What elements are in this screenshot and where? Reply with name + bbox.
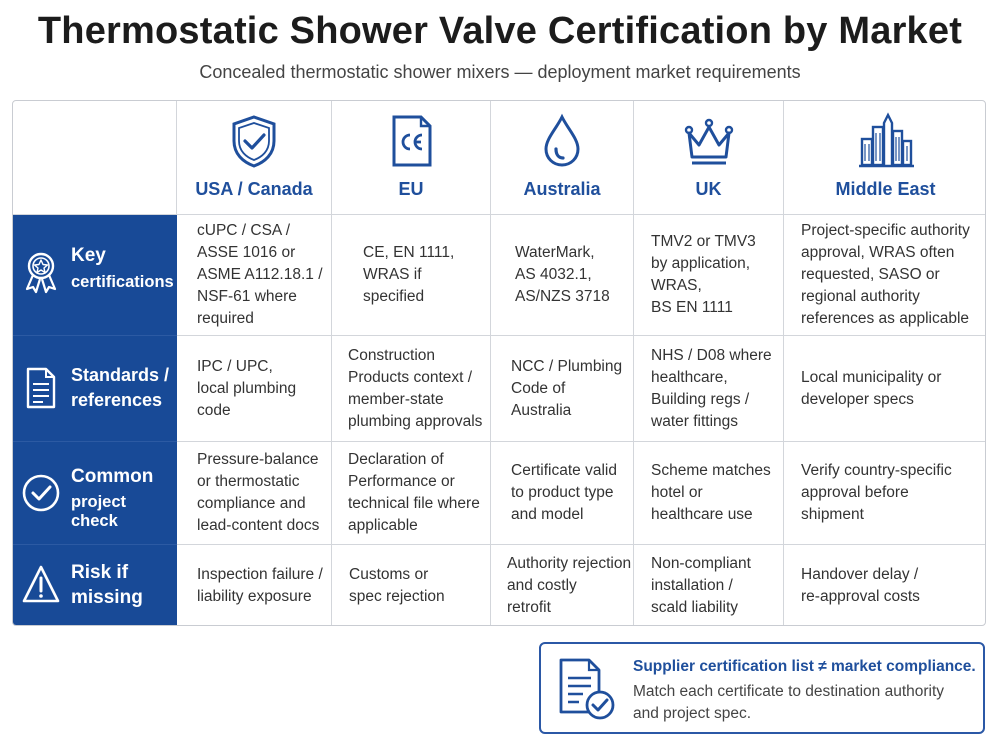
cell-risk-uk [634,545,784,626]
page-subtitle: Concealed thermostatic shower mixers — deployment market requirements [199,62,801,82]
column-label: UK [695,179,722,199]
warning-triangle-icon [21,563,61,607]
cell-standards-eu [332,336,491,442]
cell-standards-australia [491,336,634,442]
cell-standards-middle-east [784,336,986,442]
cell-text: NCC / Plumbing Code of Australia [511,357,623,419]
row-label: Standards / references [71,365,170,410]
cell-risk-eu [332,545,491,626]
cell-text: WaterMark, AS 4032.1, AS/NZS 3718 [515,244,610,305]
cell-key-australia [491,215,634,336]
cell-text: cUPC / CSA / ASSE 1016 or ASME A112.18.1 / NSF-61 where required [197,222,323,327]
callout-heading: Supplier certification list ≠ market compliance. [633,658,976,675]
column-label: Australia [523,179,601,199]
ce-document-icon [381,111,441,171]
cell-standards-usa [177,336,332,442]
row-label-line1: Key [71,245,106,266]
cell-key-uk [634,215,784,336]
cell-text: CE, EN 1111, WRAS if specified [363,244,455,305]
cell-text: NHS / D08 where healthcare, Building regs / water fittings [651,346,772,430]
cell-text: Inspection failure / liability exposure [197,566,323,605]
row-header-standards [13,336,177,442]
row-header-key-certifications [13,215,177,336]
row-header-common-check [13,442,177,545]
column-header-eu [332,101,491,215]
column-label: USA / Canada [195,179,313,199]
award-ribbon-icon [21,251,61,295]
column-header-middle-east [784,101,986,215]
shield-check-icon [224,111,284,171]
cell-text: Non-compliant installation / scald liability [651,555,751,616]
cell-check-eu [332,442,491,545]
crown-icon [679,111,739,171]
row-label [71,466,171,531]
cell-text: Scheme matches hotel or healthcare use [651,462,771,523]
skyline-icon [856,111,916,171]
document-icon [21,366,61,410]
page-title: Thermostatic Shower Valve Certification by Market [37,10,963,52]
row-label-line2: certifications [71,273,174,291]
cell-text: IPC / UPC, local plumbing code [197,357,297,419]
cell-text: Project-specific authority approval, WRAS often requested, SASO or regional authority references as applicable [801,222,970,327]
cell-key-eu [332,215,491,336]
callout-text: Match each certificate to destination authority and project spec. [633,683,945,722]
cell-standards-uk [634,336,784,442]
cell-text: Pressure-balance or thermostatic compliance and lead-content docs [197,451,320,534]
cell-check-australia [491,442,634,545]
cell-text: Declaration of Performance or technical file where applicable [348,451,480,534]
compliance-callout [539,642,985,734]
cell-check-usa [177,442,332,545]
check-circle-icon [21,471,61,515]
cell-text: Certificate valid to product type and model [511,462,617,523]
header-corner [13,101,177,215]
cell-check-middle-east [784,442,986,545]
column-label: Middle East [835,179,936,199]
row-header-risk [13,545,177,626]
cell-text: Authority rejection and costly retrofit [507,555,632,616]
cell-text: Construction Products context / member-state plumbing approvals [348,346,483,430]
cell-risk-usa [177,545,332,626]
water-drop-icon [532,111,592,171]
column-label: EU [398,179,424,199]
column-header-usa-canada [177,101,332,215]
cell-text: Local municipality or developer specs [801,368,942,408]
cell-risk-australia [491,545,634,626]
certification-table [12,100,986,626]
cell-check-uk [634,442,784,545]
row-label [71,245,174,292]
column-header-australia [491,101,634,215]
column-header-uk [634,101,784,215]
row-label: Risk if missing [71,562,143,608]
cell-text: Verify country-specific approval before shipment [801,462,952,523]
row-label-line1: Common [71,466,154,487]
cell-text: TMV2 or TMV3 by application, WRAS, BS EN 1111 [651,233,756,316]
certificate-check-icon [555,656,617,722]
cell-key-usa [177,215,332,336]
cell-text: Handover delay / re-approval costs [801,566,920,605]
cell-key-middle-east [784,215,986,336]
cell-text: Customs or spec rejection [349,566,445,605]
row-label-line2: project check [71,493,127,530]
cell-risk-middle-east [784,545,986,626]
